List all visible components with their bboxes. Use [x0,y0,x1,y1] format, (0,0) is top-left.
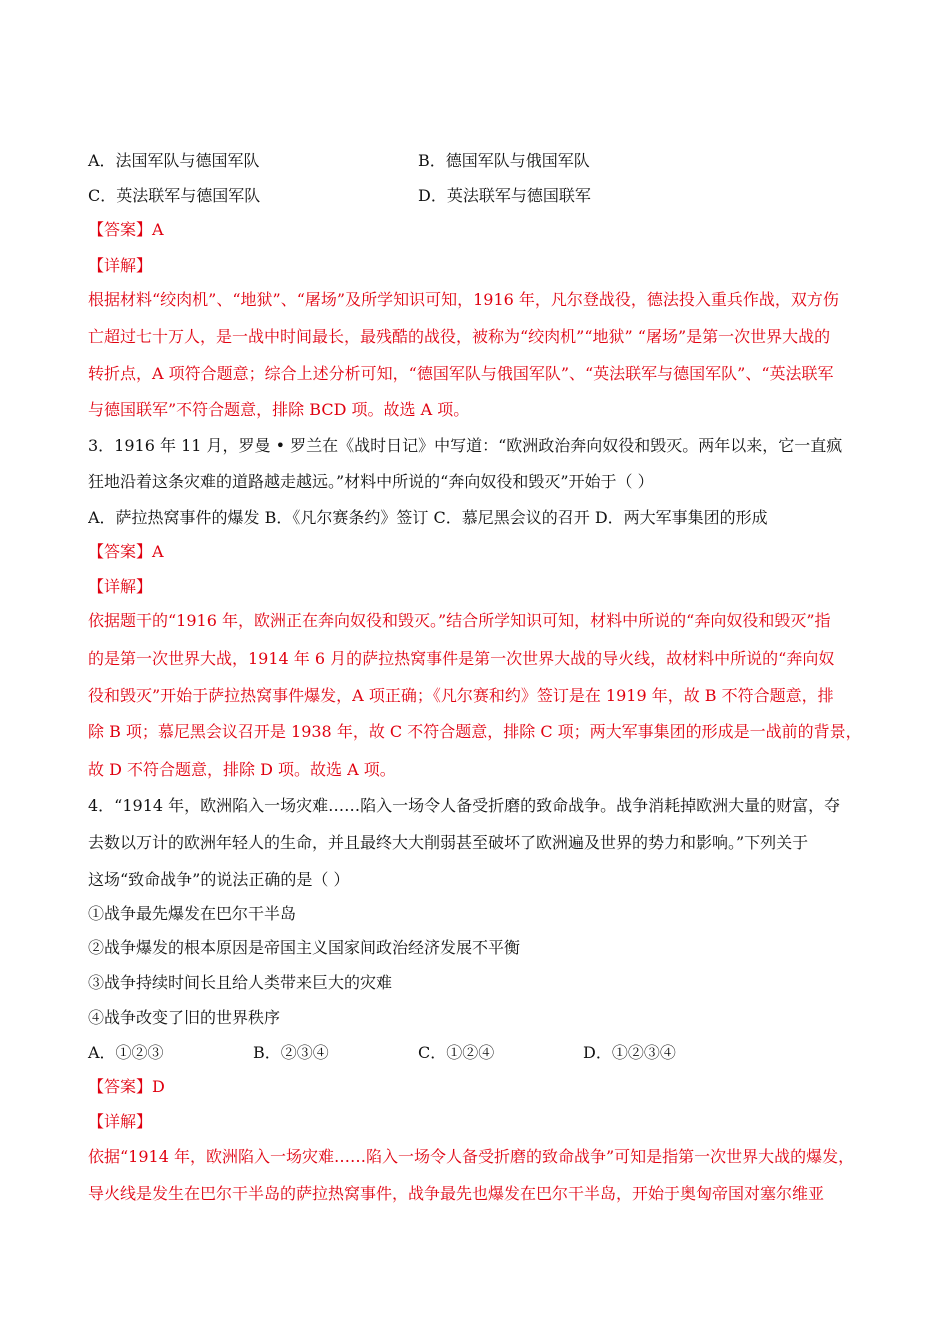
q2-answer: 【答案】A [88,220,164,239]
q4-item: ②战争爆发的根本原因是帝国主义国家间政治经济发展不平衡 [88,938,521,957]
q4-answer: 【答案】D [88,1077,165,1096]
q4-option-c: C．①②④ [418,1043,495,1062]
q4-explanation-line: 依据“1914 年，欧洲陷入一场灾难……陷入一场令人备受折磨的致命战争”可知是指第一次世界大战的爆发， [88,1147,855,1166]
q4-option-a: A．①②③ [88,1043,164,1062]
q2-explanation-line: 亡超过七十万人，是一战中时间最长，最残酷的战役，被称为“绞肉机”“地狱” “屠场”是第一次世界大战的 [88,327,831,346]
q3-explanation-line: 役和毁灭”开始于萨拉热窝事件爆发，A 项正确；《凡尔赛和约》签订是在 1919 年，故 B 不符合题意，排 [88,686,834,705]
q2-explanation-line: 与德国联军”不符合题意，排除 BCD 项。故选 A 项。 [88,400,470,419]
q2-detail-label: 【详解】 [88,256,153,275]
q4-stem-line: 这场“致命战争”的说法正确的是（ ） [88,870,350,889]
q4-option-b: B．②③④ [253,1043,329,1062]
q4-explanation-line: 导火线是发生在巴尔干半岛的萨拉热窝事件，战争最先也爆发在巴尔干半岛，开始于奥匈帝国对塞尔维亚 [88,1184,825,1203]
q3-explanation-line: 依据题干的“1916 年，欧洲正在奔向奴役和毁灭。”结合所学知识可知，材料中所说的“奔向奴役和毁灭”指 [88,611,831,630]
q3-detail-label: 【详解】 [88,577,153,596]
q3-stem-line: 狂地沿着这条灾难的道路越走越远。”材料中所说的“奔向奴役和毁灭”开始于（ ） [88,472,654,491]
q3-explanation-line: 故 D 不符合题意，排除 D 项。故选 A 项。 [88,760,396,779]
q4-stem-line: 去数以万计的欧洲年轻人的生命，并且最终大大削弱甚至破坏了欧洲遍及世界的势力和影响。”下列关于 [88,833,809,852]
q3-options: A．萨拉热窝事件的爆发 B．《凡尔赛条约》签订 C．慕尼黑会议的召开 D．两大军事集团的形成 [88,508,768,527]
q3-answer: 【答案】A [88,542,164,561]
q4-item: ③战争持续时间长且给人类带来巨大的灾难 [88,973,393,992]
q4-item: ④战争改变了旧的世界秩序 [88,1008,281,1027]
q3-explanation-line: 除 B 项；慕尼黑会议召开是 1938 年，故 C 不符合题意，排除 C 项；两大军事集团的形成是一战前的背景， [88,722,862,741]
q4-item: ①战争最先爆发在巴尔干半岛 [88,904,297,923]
q2-option-c: C．英法联军与德国军队 [88,186,261,205]
q2-option-b: B．德国军队与俄国军队 [418,151,590,170]
q3-explanation-line: 的是第一次世界大战，1914 年 6 月的萨拉热窝事件是第一次世界大战的导火线，故材料中所说的“奔向奴 [88,649,835,668]
q4-stem-line: 4．“1914 年，欧洲陷入一场灾难……陷入一场令人备受折磨的致命战争。战争消耗掉欧洲大量的财富，夺 [88,796,841,815]
q2-option-d: D．英法联军与德国联军 [418,186,591,205]
q2-explanation-line: 转折点，A 项符合题意；综合上述分析可知，“德国军队与俄国军队”、“英法联军与德国军队”、“英法联军 [88,364,834,383]
q3-stem-line: 3．1916 年 11 月，罗曼 • 罗兰在《战时日记》中写道：“欧洲政治奔向奴役和毁灭。两年以来，它一直疯 [88,436,843,455]
q2-explanation-line: 根据材料“绞肉机”、“地狱”、“屠场”及所学知识可知，1916 年，凡尔登战役，德法投入重兵作战，双方伤 [88,290,839,309]
q4-detail-label: 【详解】 [88,1112,153,1131]
q2-option-a: A．法国军队与德国军队 [88,151,260,170]
q4-option-d: D．①②③④ [583,1043,676,1062]
